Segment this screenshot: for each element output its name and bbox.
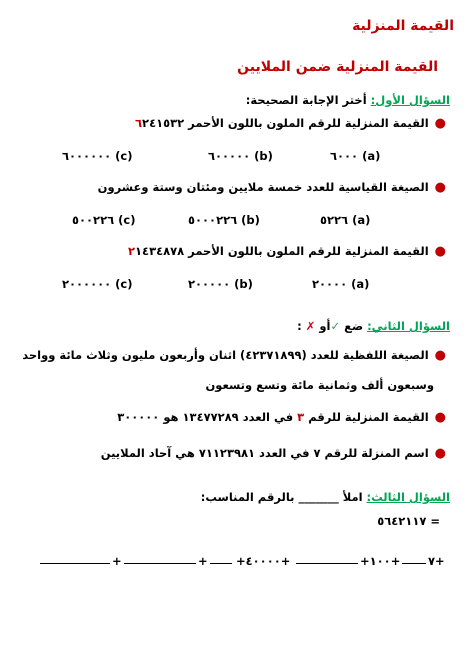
bullet-icon: ● xyxy=(434,180,446,195)
choice-c[interactable]: (c) ٢٠٠٠٠٠٠ xyxy=(62,277,133,291)
q1-item-3: ●القيمة المنزلية للرقم الملون باللون الأحمر ٢١٤٣٤٨٧٨ xyxy=(128,244,446,259)
q2-label: السؤال الثاني: xyxy=(367,319,450,333)
answer-blank[interactable] xyxy=(296,563,358,564)
choice-b[interactable]: (b) ٦٠٠٠٠٠ xyxy=(208,149,273,163)
expanded-form-line: + + +٤٠٠٠٠+ +١٠٠+ ٧+ xyxy=(40,554,440,570)
page-subtitle: القيمة المنزلية ضمن الملايين xyxy=(237,59,438,75)
q1-label: السؤال الأول: xyxy=(370,93,450,107)
bullet-icon: ● xyxy=(434,446,446,461)
q1-item-2: ●الصيغة القياسية للعدد خمسة ملايين ومئتان وستة وعشرون xyxy=(97,180,446,195)
choice-c[interactable]: (c) ٥٠٠٢٢٦ xyxy=(72,213,136,227)
answer-blank[interactable] xyxy=(210,563,232,564)
cross-icon: ✗ xyxy=(305,319,316,333)
q3-heading xyxy=(201,490,450,504)
choice-a[interactable]: (a) ٢٠٠٠٠ xyxy=(312,277,370,291)
answer-blank[interactable] xyxy=(402,563,426,564)
highlight-digit: ٦ xyxy=(135,116,143,130)
bullet-icon: ● xyxy=(434,244,446,259)
choice-a[interactable]: (a) ٦٠٠٠ xyxy=(330,149,381,163)
q2-item-1: ●الصيغة اللفظية للعدد (٤٢٣٧١٨٩٩) اثنان وأربعون مليون وثلاث مائة وواحد xyxy=(22,348,446,363)
q3-instruction: املأ _______ بالرقم المناسب: xyxy=(200,490,363,504)
q1-instruction: أختر الإجابة الصحيحة: xyxy=(245,93,367,107)
page-title: القيمة المنزلية xyxy=(352,18,454,34)
answer-blank[interactable] xyxy=(40,563,110,564)
q1-heading xyxy=(246,93,450,107)
bullet-icon: ● xyxy=(434,410,446,425)
choice-b[interactable]: (b) ٥٠٠٠٢٢٦ xyxy=(188,213,260,227)
q1-item-1: ●القيمة المنزلية للرقم الملون باللون الأحمر ٦٢٤١٥٣٢ xyxy=(135,116,446,131)
highlight-digit: ٢ xyxy=(128,244,136,258)
highlight-digit: ٣ xyxy=(297,410,305,424)
q1-item-2-choices xyxy=(0,213,474,231)
choice-c[interactable]: (c) ٦٠٠٠٠٠٠ xyxy=(62,149,133,163)
q3-label: السؤال الثالث: xyxy=(366,490,450,504)
check-icon: ✓ xyxy=(330,319,341,333)
q3-number: = ٥٦٤٢١١٧ xyxy=(377,514,440,528)
q2-item-2: ●القيمة المنزلية للرقم ٣ في العدد ١٣٤٧٧٢٨٩ هو ٣٠٠٠٠٠ xyxy=(117,410,446,425)
q1-item-1-choices xyxy=(0,149,474,167)
choice-a[interactable]: (a) ٥٢٢٦ xyxy=(320,213,371,227)
q2-instruction: ضع xyxy=(344,319,364,333)
bullet-icon: ● xyxy=(434,116,446,131)
bullet-icon: ● xyxy=(434,348,446,363)
choice-b[interactable]: (b) ٢٠٠٠٠٠ xyxy=(188,277,253,291)
q2-item-1-continuation: وسبعون ألف وثمانية مائة وتسع وتسعون xyxy=(205,378,434,392)
q1-item-3-choices xyxy=(0,277,474,295)
q2-item-3: ●اسم المنزلة للرقم ٧ في العدد ٧١١٢٣٩٨١ هي آحاد الملايين xyxy=(100,446,446,461)
q2-heading: السؤال الثاني: ضع ✓أو ✗ : xyxy=(297,319,450,333)
answer-blank[interactable] xyxy=(124,563,196,564)
